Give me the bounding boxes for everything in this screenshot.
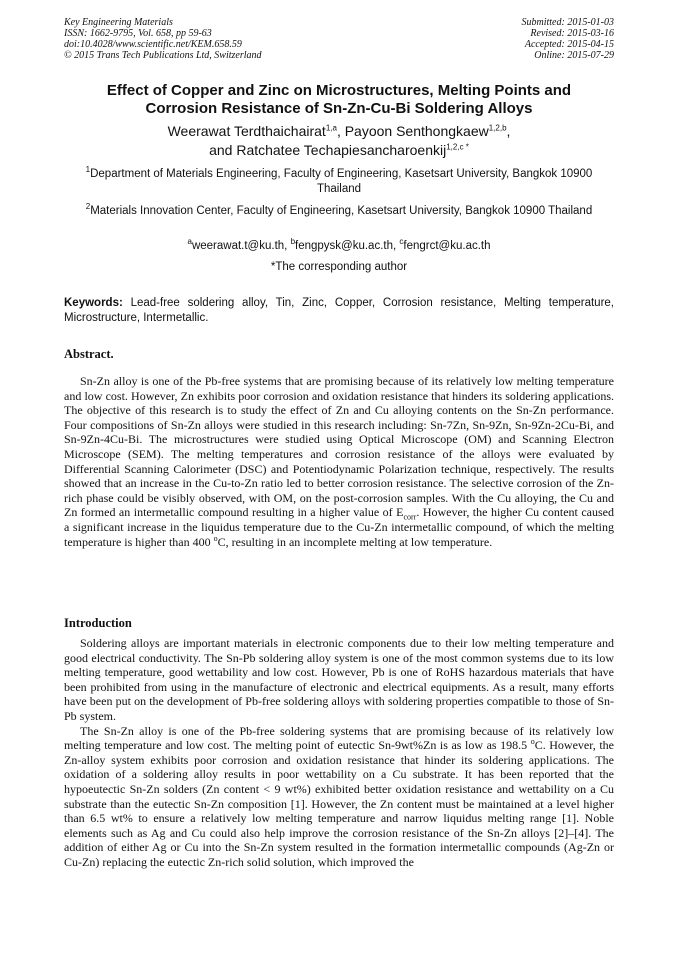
- title-line-1: Effect of Copper and Zinc on Microstructures, Melting Points and: [106, 82, 572, 99]
- email-b[interactable]: fengpysk@ku.ac.th,: [295, 240, 400, 252]
- introduction-heading: Introduction: [64, 616, 132, 630]
- abstract-paragraph: [64, 374, 614, 549]
- keywords-text: Lead-free soldering alloy, Tin, Zinc, Copper, Corrosion resistance, Melting temperature, Microstructure, Intermetallic.: [64, 297, 614, 324]
- intro-paragraph-2: [64, 724, 614, 870]
- intro-p2-text-2: C. However, the Zn-alloy system exhibits poor corrosion and oxidation resistance that hinder its soldering applications. The oxidation of a soldering alloy results in poor wettability on a Cu substrate. It has been reported that the hypoeutectic Sn-Zn solders (Zn content < 9 wt%) exhibited better oxidation resistance and wettability on a Cu substrate than the eutectic Sn-Zn composition [1]. However, the Zn content must be maintained at a level higher than 6.5 wt% to ensure a relatively low melting temperature and narrow liquidus melting range [1]. Noble elements such as Ag and Cu could also help improve the corrosion resistance of the Sn-Zn alloys [2]–[4]. The addition of either Ag or Cu into the Sn-Zn system resulted in the formation intermetallic compounds (Ag-Zn or Cu-Zn) replacing the eutectic Zn-rich solid solution, which improved the: [64, 738, 614, 869]
- abstract-text-2: . However, the higher Cu content caused a significant increase in the liquidus temperature due to the Cu-Zn intermetallic compound, of which the melting temperature is higher than 400: [64, 505, 614, 549]
- author-1-affiliation: 1,a: [325, 123, 337, 133]
- abstract-text-3: C, resulting in an incomplete melting at low temperature.: [217, 534, 493, 549]
- accepted-date: Accepted: 2015-04-15: [524, 39, 614, 50]
- affiliation-2: [76, 204, 602, 219]
- author-3-affiliation: 1,2,c *: [446, 142, 469, 152]
- abstract-text-1: Sn-Zn alloy is one of the Pb-free systems that are promising because of its relatively low melting temperature and low cost. However, Zn exhibits poor corrosion and oxidation resistance that hinders its soldering applications. The objective of this research is to study the effect of Zn and Cu alloying contents on the Sn-Zn performance. Four compositions of Sn-Zn alloys were studied in this research including: Sn-7Zn, Sn-9Zn, Sn-9Zn-2Cu-Bi, and Sn-9Zn-4Cu-Bi. The microstructures were studied using Optical Microscope (OM) and Scanning Electron Microscope (SEM). The melting temperatures and corrosion resistance of the alloys were evaluated by Differential Scanning Calorimeter (DSC) and Potentiodynamic Polarization technique, respectively. The results showed that an increase in the Cu-to-Zn ratio led to better corrosion resistance. The selective corrosion of the Zn-rich phase could be visibly observed, with OM, on the post-corrosion samples. With the Cu alloying, the Cu and Zn formed an intermetallic compound resulting in a higher value of E: [64, 374, 614, 520]
- author-conjunction: and: [209, 142, 237, 158]
- email-c[interactable]: fengrct@ku.ac.th: [403, 240, 491, 252]
- paper-title: [64, 82, 614, 118]
- doi-line: doi:10.4028/www.scientific.net/KEM.658.59: [64, 39, 242, 50]
- submitted-date: Submitted: 2015-01-03: [521, 17, 614, 28]
- keywords: [64, 296, 614, 326]
- author-1: Weerawat Terdthaichairat: [167, 123, 326, 139]
- keywords-label: Keywords:: [64, 297, 123, 309]
- affiliation-2-text: Materials Innovation Center, Faculty of Engineering, Kasetsart University, Bangkok 10900 Thailand: [90, 205, 593, 217]
- email-a[interactable]: weerawat.t@ku.th,: [191, 240, 291, 252]
- author-line-2: [64, 141, 614, 160]
- author-line-1: [64, 122, 614, 141]
- corresponding-author-note: *The corresponding author: [270, 261, 408, 273]
- copyright-line: © 2015 Trans Tech Publications Ltd, Switzerland: [64, 50, 262, 61]
- author-separator: ,: [506, 123, 511, 139]
- revised-date: Revised: 2015-03-16: [530, 28, 614, 39]
- submission-dates: [522, 17, 615, 61]
- affiliation-1: [76, 167, 602, 197]
- issn-line: ISSN: 1662-9795, Vol. 658, pp 59-63: [64, 28, 212, 39]
- email-a-marker: a: [187, 237, 192, 247]
- title-line-2: Corrosion Resistance of Sn-Zn-Cu-Bi Soldering Alloys: [145, 100, 533, 117]
- intro-p2-text-1: The Sn-Zn alloy is one of the Pb-free soldering systems that are promising because of its relatively low melting temperature and low cost. The melting point of eutectic Sn-9wt%Zn is as low as 198.5: [64, 723, 614, 753]
- author-2-affiliation: 1,2,b: [488, 123, 507, 133]
- journal-name: Key Engineering Materials: [64, 17, 173, 28]
- degree-superscript: o: [213, 533, 218, 543]
- email-list: [76, 239, 602, 254]
- affiliation-2-number: 2: [85, 202, 91, 212]
- degree-superscript: o: [530, 737, 535, 747]
- ecorr-subscript: corr: [403, 512, 417, 522]
- email-c-marker: c: [399, 237, 404, 247]
- abstract-body: [64, 374, 614, 549]
- abstract-heading: Abstract.: [64, 347, 114, 361]
- online-date: Online: 2015-07-29: [534, 50, 614, 61]
- author-list: [64, 122, 614, 160]
- author-3: Ratchatee Techapiesancharoenkij: [236, 142, 447, 158]
- author-2: Payoon Senthongkaew: [344, 123, 489, 139]
- affiliation-1-text: Department of Materials Engineering, Faculty of Engineering, Kasetsart University, Bangkok 10900 Thailand: [90, 168, 593, 195]
- author-separator: ,: [336, 123, 345, 139]
- intro-paragraph-1: Soldering alloys are important materials in electronic components due to their low melting temperature and good electrical conductivity. The Sn-Pb soldering alloy system is one of the most common systems due to its low melting temperature, good wettability and low cost. However, Pb is one of RoHS hazardous materials that have been prohibited from using in the manufacture of electronic and electrical equipments. As a result, many efforts have been put on the development of Pb-free soldering alloys with soldering properties compatible to those of Sn-Pb system.: [64, 636, 614, 723]
- introduction-body: [64, 636, 614, 870]
- journal-info: [64, 17, 262, 61]
- affiliation-1-number: 1: [85, 165, 91, 175]
- email-b-marker: b: [290, 237, 296, 247]
